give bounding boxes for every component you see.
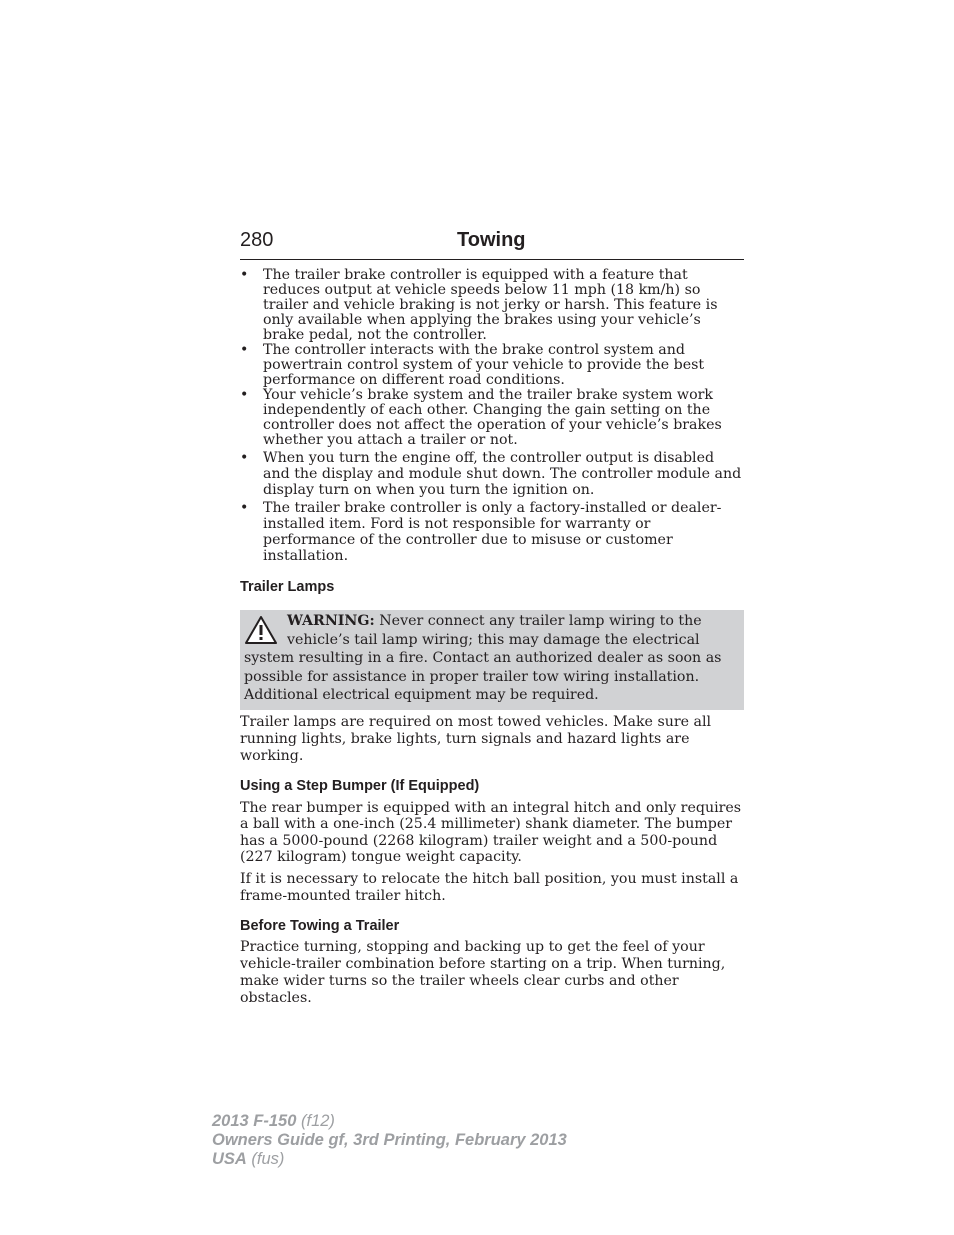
trailer-lamps-heading: Trailer Lamps <box>240 579 335 595</box>
section-title: Towing <box>457 229 526 251</box>
before-towing-heading: Before Towing a Trailer <box>240 917 400 934</box>
bullet-icon: • <box>240 500 249 516</box>
warning-text: Never connect any trailer lamp wiring to the vehicle’s tail lamp wiring; this may damage the electrical system resulting in a fire. Contact an authorized dealer as soon as possible for assistance in proper trailer tow wiring installation. Additional electrical equipment may be required. <box>244 613 722 703</box>
before-towing-body: Practice turning, stopping and backing up to get the feel of your vehicle-trailer combination before starting on a trip. When turning, make wider turns so the trailer wheels clear curbs and other obstacles. <box>240 938 726 1006</box>
warning-box <box>240 610 744 710</box>
list-item <box>240 268 744 343</box>
step-bumper-heading: Using a Step Bumper (If Equipped) <box>240 777 480 794</box>
bullet-icon: • <box>240 342 249 358</box>
bullet-icon: • <box>240 450 249 466</box>
page-content <box>240 268 744 1007</box>
list-item-text: The trailer brake controller is only a factory-installed or dealer-installed item. Ford is not responsible for warranty or performance of the controller due to misuse or customer installation. <box>263 500 722 564</box>
step-bumper-paragraph-2: If it is necessary to relocate the hitch ball position, you must install a frame-mounted trailer hitch. <box>240 870 739 904</box>
bullet-icon: • <box>240 387 249 403</box>
list-item <box>240 500 744 564</box>
list-item-text: The trailer brake controller is equipped with a feature that reduces output at vehicle speeds below 11 mph (18 km/h) so trailer and vehicle braking is not jerky or harsh. This feature is only available when applying the brakes using your vehicle’s brake pedal, not the controller. <box>263 267 718 343</box>
footer-model-line <box>212 1112 567 1131</box>
page-number: 280 <box>240 229 274 251</box>
footer-region-code: (fus) <box>246 1150 285 1168</box>
bullet-icon: • <box>240 267 249 283</box>
footer-guide: Owners Guide gf, 3rd Printing, February 2013 <box>212 1131 567 1149</box>
footer-region-line <box>212 1150 567 1169</box>
page-footer <box>212 1112 567 1169</box>
controller-bullet-list <box>240 268 744 564</box>
page-header <box>240 229 744 260</box>
footer-region: USA <box>212 1150 247 1168</box>
warning-label: WARNING: <box>287 613 375 629</box>
list-item-text: Your vehicle’s brake system and the trailer brake system work independently of each other. Changing the gain setting on the controller does not affect the operation of your vehicle’s brakes whether you attach a trailer or not. <box>263 387 722 448</box>
warning-triangle-icon <box>244 615 278 645</box>
list-item <box>240 343 744 388</box>
footer-model: 2013 F-150 <box>212 1112 297 1130</box>
footer-model-code: (f12) <box>296 1112 335 1130</box>
list-item-text: When you turn the engine off, the controller output is disabled and the display and module shut down. The controller module and display turn on when you turn the ignition on. <box>263 450 742 498</box>
step-bumper-paragraph-1: The rear bumper is equipped with an integral hitch and only requires a ball with a one-inch (25.4 millimeter) shank diameter. The bumper has a 5000-pound (2268 kilogram) trailer weight and a 500-pound (227 kilogram) tongue weight capacity. <box>240 799 742 865</box>
list-item <box>240 388 744 448</box>
trailer-lamps-body: Trailer lamps are required on most towed vehicles. Make sure all running lights, brake lights, turn signals and hazard lights are working. <box>240 713 712 764</box>
list-item <box>240 450 744 498</box>
list-item-text: The controller interacts with the brake control system and powertrain control system of your vehicle to provide the best performance on different road conditions. <box>263 342 705 388</box>
